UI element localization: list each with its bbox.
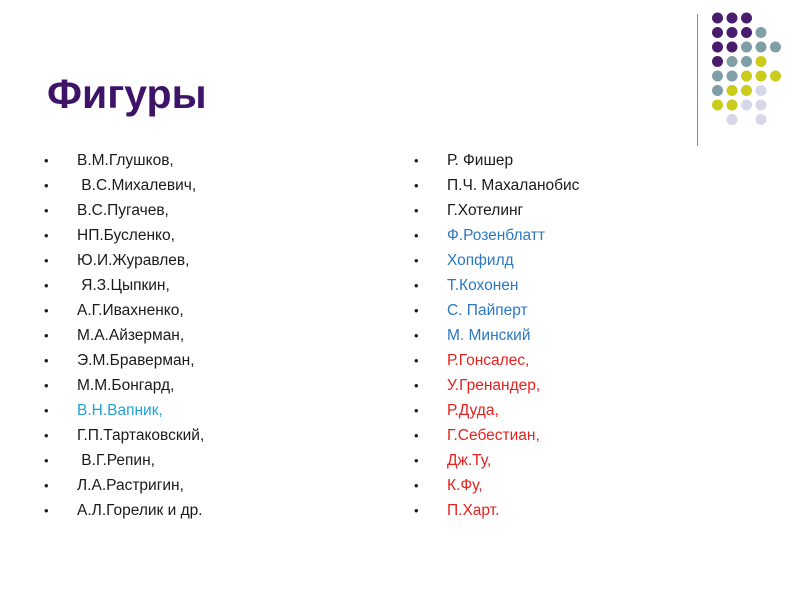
right-name-list (414, 148, 774, 523)
list-item-text: Дж.Ту, (447, 452, 492, 469)
list-item (414, 323, 774, 348)
bullet-icon: • (44, 353, 49, 368)
slide-title: Фигуры (47, 71, 207, 117)
bullet-icon: • (44, 503, 49, 518)
list-item (44, 248, 374, 273)
bullet-icon: • (414, 178, 419, 193)
bullet-icon: • (44, 228, 49, 243)
list-item-text: П.Харт. (447, 502, 500, 519)
decorative-dot (741, 85, 752, 96)
list-item (414, 223, 774, 248)
list-item (414, 298, 774, 323)
list-item (414, 198, 774, 223)
list-item-text: Л.А.Растригин, (77, 477, 184, 494)
list-item (44, 323, 374, 348)
list-item (44, 223, 374, 248)
list-item-text: Ф.Розенблатт (447, 227, 546, 244)
decorative-dot (770, 71, 781, 82)
decorative-dot (712, 27, 723, 38)
list-item (414, 373, 774, 398)
list-item-text: Р. Фишер (447, 152, 514, 169)
bullet-icon: • (44, 378, 49, 393)
bullet-icon: • (44, 428, 49, 443)
list-item (414, 348, 774, 373)
list-item-text: М.М.Бонгард, (77, 377, 175, 394)
list-item-text: В.С.Пугачев, (77, 202, 169, 219)
decorative-dot-grid (0, 0, 800, 150)
bullet-icon: • (44, 178, 49, 193)
bullet-icon: • (414, 328, 419, 343)
bullet-icon: • (44, 253, 49, 268)
decorative-dot (712, 71, 723, 82)
list-item (44, 498, 374, 523)
bullet-icon: • (44, 403, 49, 418)
decorative-dot (712, 100, 723, 111)
decorative-dot (756, 42, 767, 53)
list-item-text: В.М.Глушков, (77, 152, 174, 169)
decorative-dot (712, 56, 723, 67)
bullet-icon: • (44, 203, 49, 218)
list-item (414, 423, 774, 448)
list-item-text: П.Ч. Махаланобис (447, 177, 580, 194)
bullet-icon: • (44, 278, 49, 293)
decorative-dot (727, 71, 738, 82)
decorative-dot (712, 42, 723, 53)
decorative-dot (756, 71, 767, 82)
list-item-text: М.А.Айзерман, (77, 327, 185, 344)
bullet-icon: • (414, 278, 419, 293)
decorative-dot (712, 85, 723, 96)
list-item-text: М. Минский (447, 327, 531, 344)
decorative-dot (741, 100, 752, 111)
decorative-dot (741, 27, 752, 38)
decorative-dot (756, 27, 767, 38)
decorative-dot (741, 71, 752, 82)
bullet-icon: • (44, 328, 49, 343)
list-item (414, 173, 774, 198)
bullet-icon: • (414, 303, 419, 318)
list-item (44, 348, 374, 373)
list-item-text: У.Гренандер, (447, 377, 541, 394)
list-item (414, 248, 774, 273)
list-item-text: Р.Дуда, (447, 402, 499, 419)
bullet-icon: • (44, 478, 49, 493)
list-item (44, 398, 374, 423)
list-item (44, 473, 374, 498)
list-item-text: В.Н.Вапник, (77, 402, 163, 419)
bullet-icon: • (44, 153, 49, 168)
list-item (414, 148, 774, 173)
decorative-dot (727, 85, 738, 96)
list-item-text: НП.Бусленко, (77, 227, 175, 244)
bullet-icon: • (414, 378, 419, 393)
list-item (414, 473, 774, 498)
list-item-text: Г.Себестиан, (447, 427, 540, 444)
list-item-text: А.Г.Ивахненко, (77, 302, 184, 319)
list-item (44, 298, 374, 323)
decorative-dot (727, 27, 738, 38)
decorative-dot (741, 13, 752, 24)
decorative-dot (727, 56, 738, 67)
list-item-text: А.Л.Горелик и др. (77, 502, 203, 519)
decorative-dot (756, 114, 767, 125)
list-item-text: Г.П.Тартаковский, (77, 427, 205, 444)
bullet-icon: • (414, 453, 419, 468)
list-item-text: В.Г.Репин, (77, 452, 155, 469)
bullet-icon: • (414, 353, 419, 368)
list-item-text: Я.З.Цыпкин, (77, 277, 170, 294)
decorative-dot (727, 13, 738, 24)
bullet-icon: • (414, 203, 419, 218)
list-item-text: Э.М.Браверман, (77, 352, 195, 369)
list-item (414, 448, 774, 473)
list-item (44, 423, 374, 448)
decorative-dot (741, 42, 752, 53)
list-item-text: С. Пайперт (447, 302, 528, 319)
list-item-text: В.С.Михалевич, (77, 177, 197, 194)
list-item (44, 198, 374, 223)
bullet-icon: • (414, 428, 419, 443)
bullet-icon: • (414, 228, 419, 243)
list-item (414, 398, 774, 423)
bullet-icon: • (414, 403, 419, 418)
decorative-dot (756, 56, 767, 67)
list-item-text: Г.Хотелинг (447, 202, 524, 219)
list-item (414, 498, 774, 523)
bullet-icon: • (44, 453, 49, 468)
list-item-text: К.Фу, (447, 477, 483, 494)
list-item (44, 173, 374, 198)
list-item-text: Ю.И.Журавлев, (77, 252, 190, 269)
list-item (44, 448, 374, 473)
list-item-text: Р.Гонсалес, (447, 352, 530, 369)
list-item (414, 273, 774, 298)
bullet-icon: • (414, 153, 419, 168)
decorative-dot (712, 13, 723, 24)
list-item (44, 273, 374, 298)
decorative-dot (756, 100, 767, 111)
left-name-list (44, 148, 374, 523)
decorative-dot (756, 85, 767, 96)
decorative-dot (727, 114, 738, 125)
list-item-text: Хопфилд (447, 252, 514, 269)
bullet-icon: • (44, 303, 49, 318)
decorative-dot (727, 42, 738, 53)
bullet-icon: • (414, 503, 419, 518)
bullet-icon: • (414, 478, 419, 493)
decorative-dot (727, 100, 738, 111)
bullet-icon: • (414, 253, 419, 268)
list-item (44, 373, 374, 398)
list-item (44, 148, 374, 173)
list-item-text: Т.Кохонен (447, 277, 519, 294)
decorative-dot (770, 42, 781, 53)
decorative-dot (741, 56, 752, 67)
